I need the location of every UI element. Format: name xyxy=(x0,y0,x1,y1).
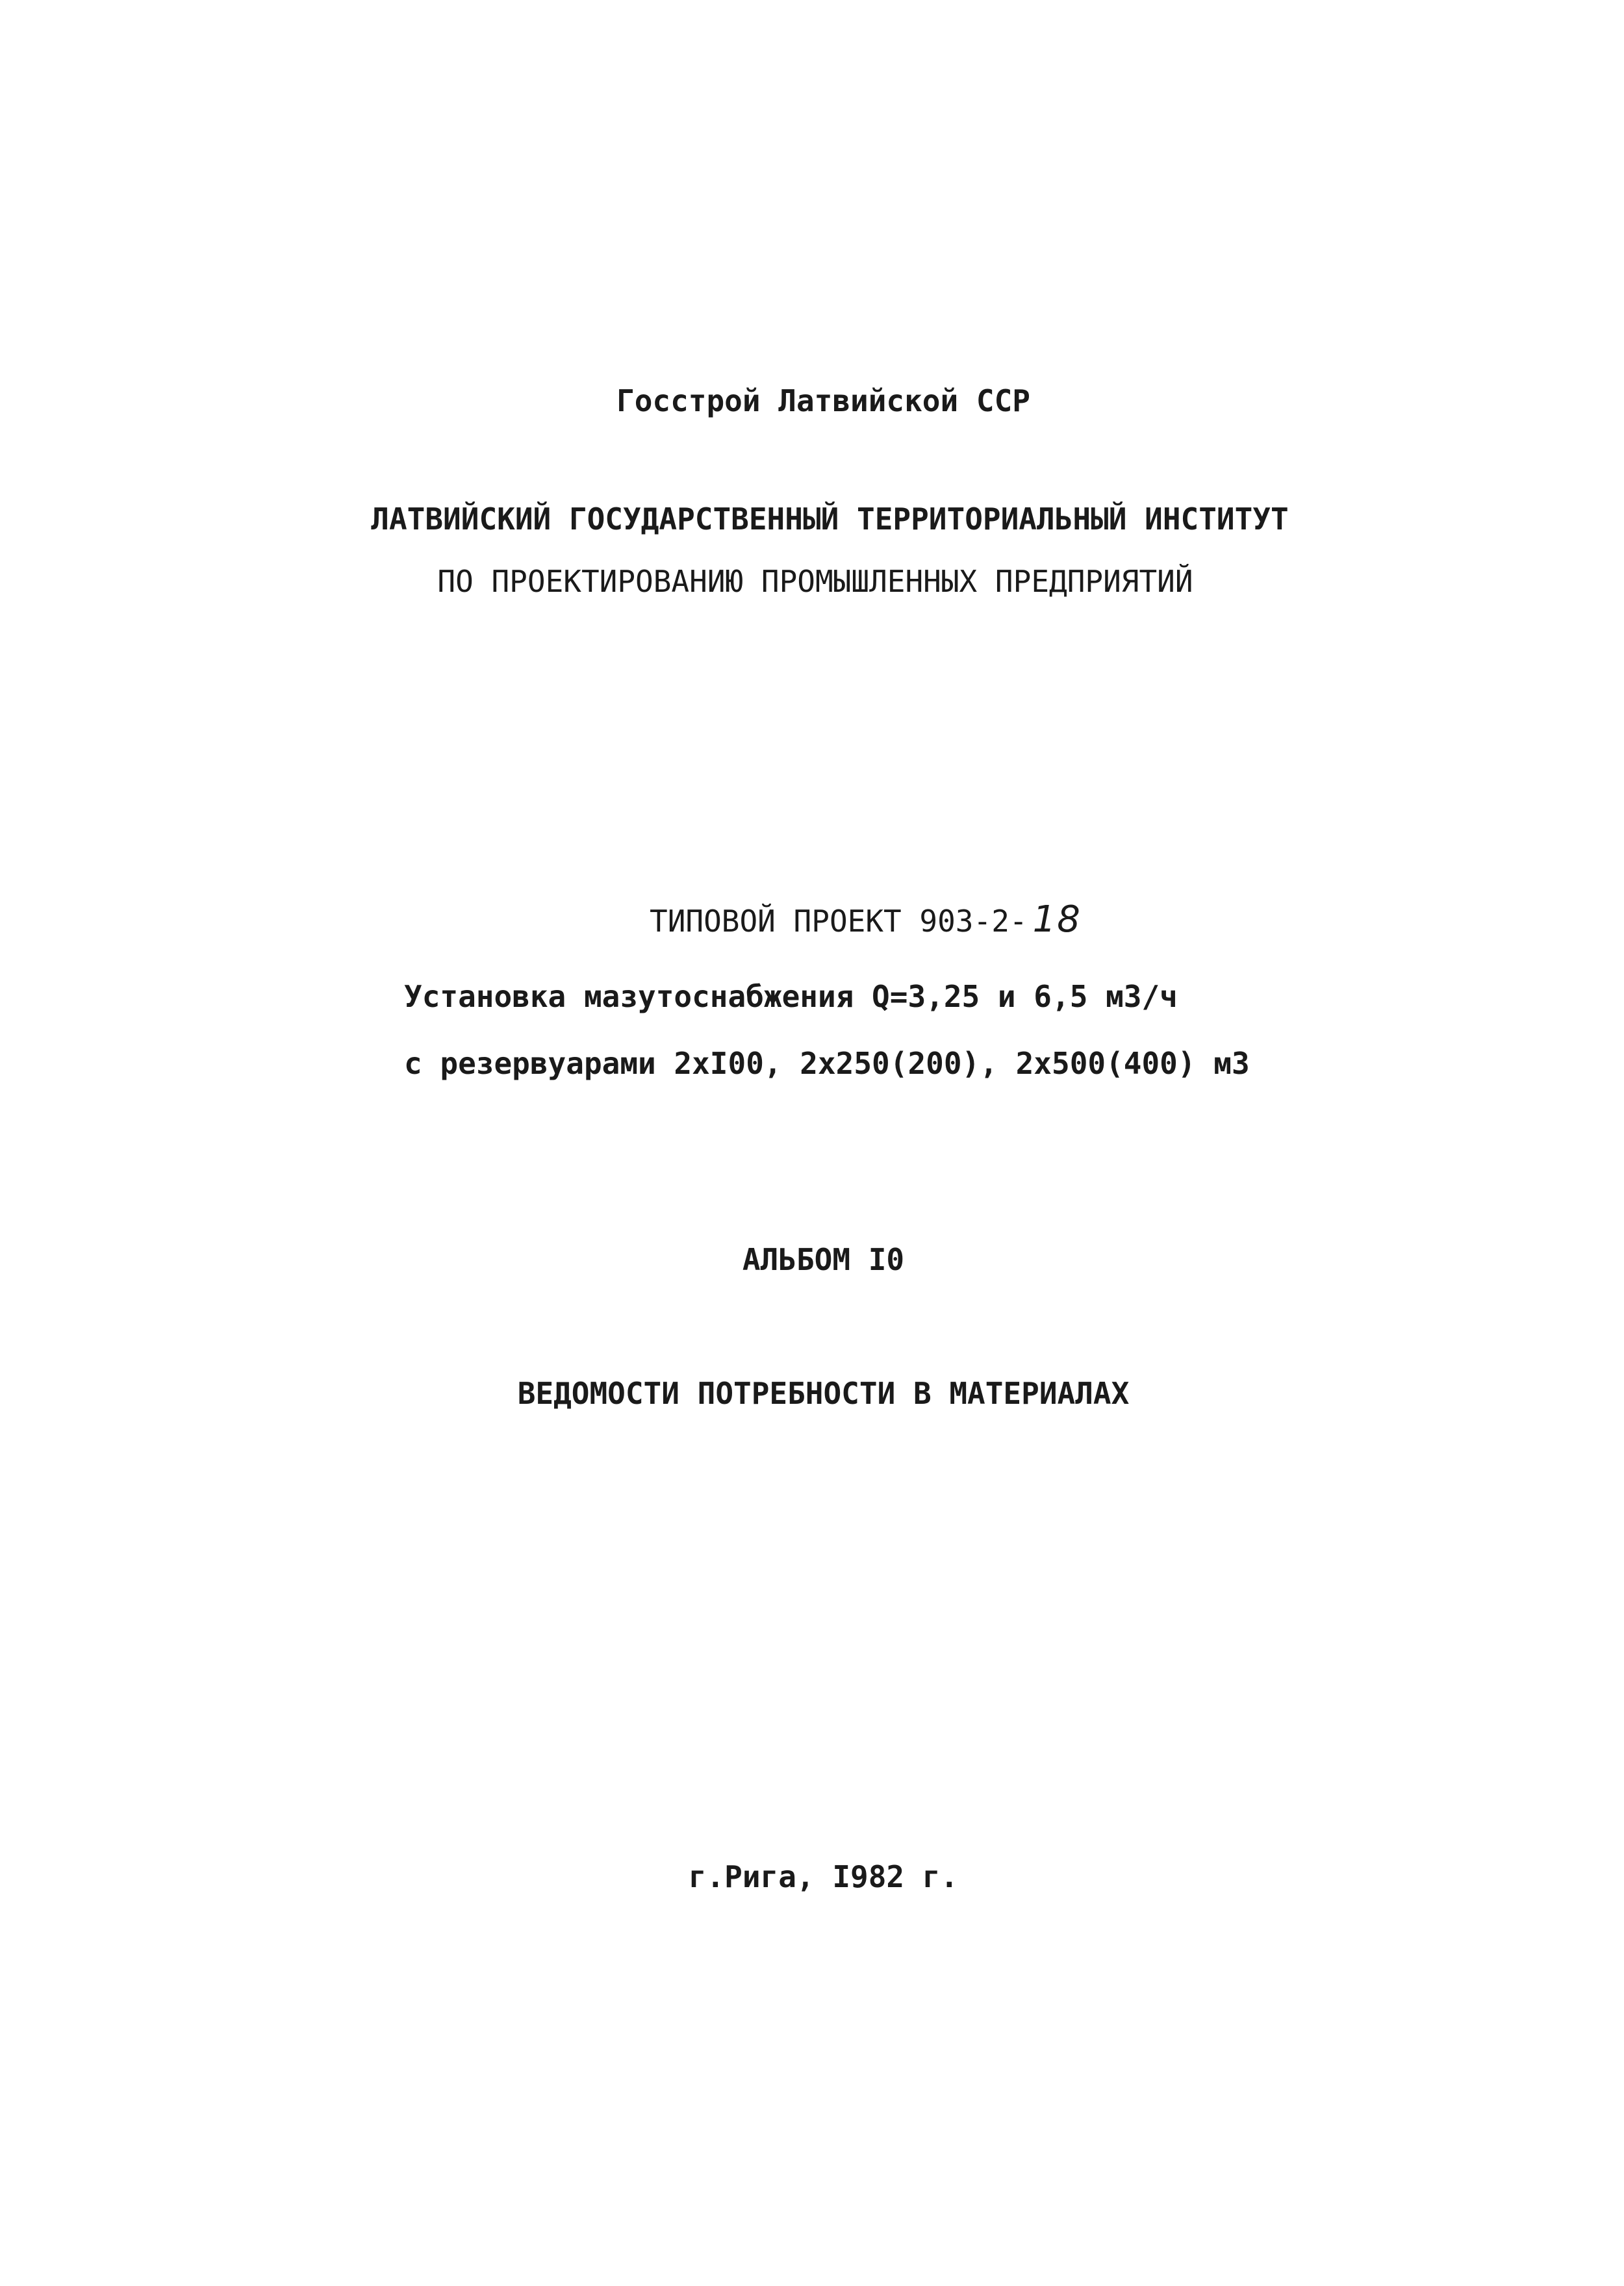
institute-name-line-2: ПО ПРОЕКТИРОВАНИЮ ПРОМЫШЛЕННЫХ ПРЕДПРИЯТИЙ xyxy=(437,564,1193,599)
city-and-year: г.Рига, I982 г. xyxy=(688,1859,959,1894)
album-label: АЛЬБОМ I0 xyxy=(742,1242,905,1277)
project-designation xyxy=(650,898,1082,941)
authority-name: Госстрой Латвийской ССР xyxy=(616,383,1030,418)
document-title: ВЕДОМОСТИ ПОТРЕБНОСТИ В МАТЕРИАЛАХ xyxy=(517,1376,1130,1411)
project-number-handwritten: 18 xyxy=(1032,898,1082,941)
project-description-line-1: Установка мазутоснабжения Q=3,25 и 6,5 м3/ч xyxy=(404,979,1178,1014)
project-description-line-2: с резервуарами 2хI00, 2х250(200), 2х500(400) м3 xyxy=(404,1046,1250,1081)
project-label: ТИПОВОЙ ПРОЕКТ 903-2- xyxy=(650,904,1028,939)
institute-name-line-1: ЛАТВИЙСКИЙ ГОСУДАРСТВЕННЫЙ ТЕРРИТОРИАЛЬНЫЙ ИНСТИТУТ xyxy=(371,502,1289,537)
